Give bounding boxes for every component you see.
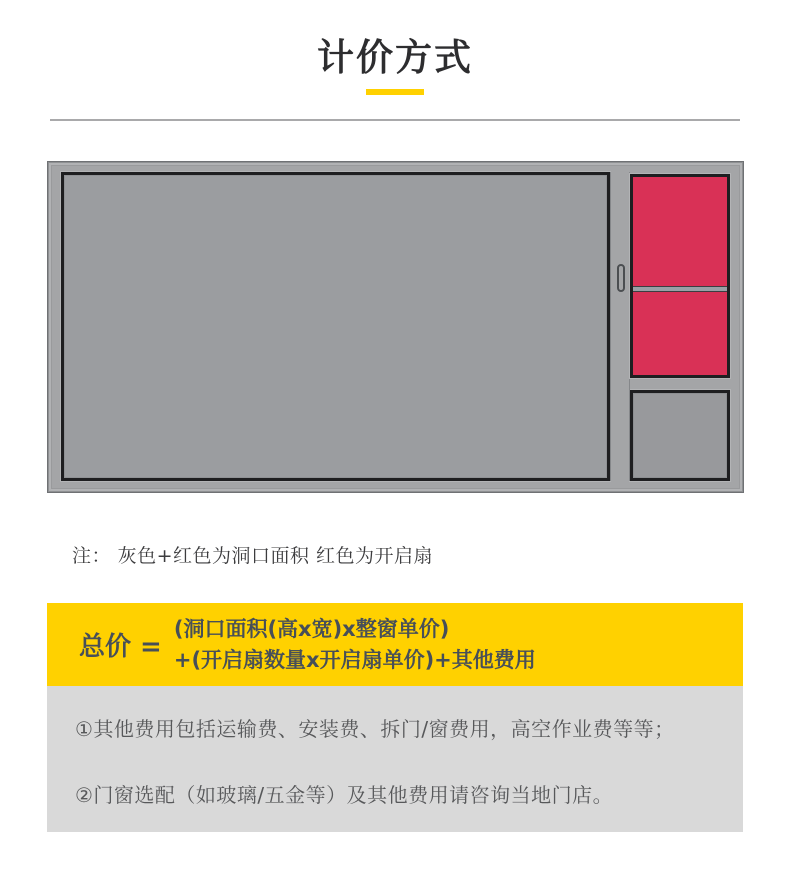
footnote-1: ①其他费用包括运输费、安装费、拆门/窗费用，高空作业费等等； xyxy=(75,717,675,742)
legend-note-prefix: 注： xyxy=(72,545,112,568)
formula-line-2: +(开启扇数量x开启扇单价)+其他费用 xyxy=(173,647,536,672)
footnote-2: ②门窗选配（如玻璃/五金等）及其他费用请咨询当地门店。 xyxy=(75,783,614,808)
opening-sash-panel xyxy=(630,174,730,378)
price-formula xyxy=(174,614,536,676)
window-mullion xyxy=(610,172,630,481)
section-divider xyxy=(50,119,740,121)
window-diagram xyxy=(47,161,744,493)
title-underline xyxy=(366,89,424,95)
formula-line-1: (洞口面积(高x宽)x整窗单价) xyxy=(173,616,450,641)
window-handle-icon xyxy=(617,264,625,292)
fixed-bottom-panel xyxy=(630,390,730,481)
total-price-label: 总价 = xyxy=(79,632,162,663)
page-title: 计价方式 xyxy=(317,36,473,79)
legend-note-text: 灰色+红色为洞口面积 红色为开启扇 xyxy=(117,545,434,568)
main-glass-panel xyxy=(61,172,610,481)
frame-spacer xyxy=(630,378,730,390)
footnote-box xyxy=(47,686,743,832)
price-formula-box xyxy=(47,603,743,686)
sash-divider-bar xyxy=(633,286,727,292)
window-right-column xyxy=(630,172,730,481)
legend-note xyxy=(72,541,790,568)
